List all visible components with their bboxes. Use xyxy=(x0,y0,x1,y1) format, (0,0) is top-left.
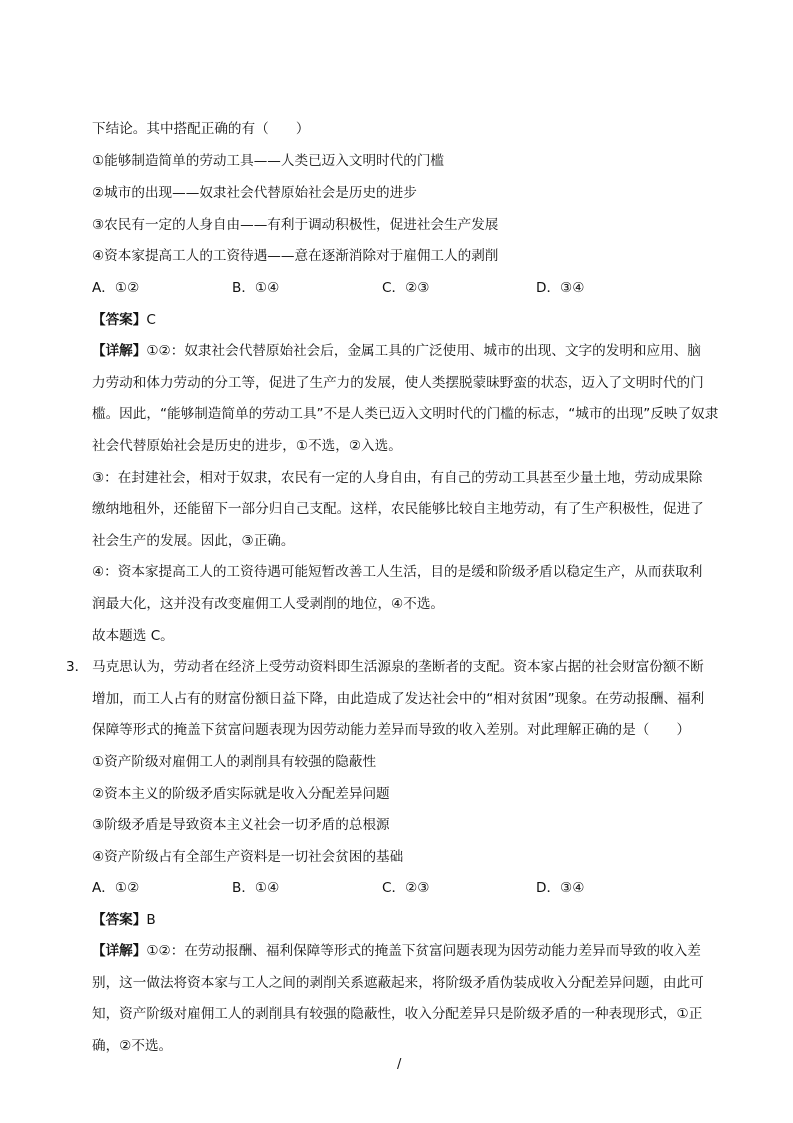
choice-item: ①能够制造简单的劳动工具——人类已迈入文明时代的门槛 xyxy=(92,153,445,169)
option-b: B．①④ xyxy=(232,880,280,896)
analysis-line: ④：资本家提高工人的工资待遇可能短暂改善工人生活，目的是缓和阶级矛盾以稳定生产，从而获取利 xyxy=(92,564,703,580)
choice-item: ④资产阶级占有全部生产资料是一切社会贫困的基础 xyxy=(92,849,404,865)
analysis-line xyxy=(92,942,701,960)
analysis-line: 社会代替原始社会是历史的进步，①不选，②入选。 xyxy=(92,438,402,454)
page-number: / xyxy=(397,1057,402,1072)
analysis-line: 槛。因此，“能够制造简单的劳动工具”不是人类已迈入文明时代的门槛的标志，“城市的出现”反映了奴隶 xyxy=(92,406,719,422)
analysis-text: ①②：奴隶社会代替原始社会后，金属工具的广泛使用、城市的出现、文字的发明和应用、脑 xyxy=(146,343,701,359)
option-a: A．①② xyxy=(92,880,140,896)
analysis-line xyxy=(92,342,701,360)
answer-options xyxy=(92,279,692,297)
option-d: D．③④ xyxy=(536,880,585,896)
analysis-text: ①②：在劳动报酬、福利保障等形式的掩盖下贫富问题表现为因劳动能力差异而导致的收入差 xyxy=(146,943,701,959)
question-stem: 保障等形式的掩盖下贫富问题表现为因劳动能力差异而导致的收入差别。对此理解正确的是（ ） xyxy=(92,722,691,738)
answer-line xyxy=(92,311,156,329)
analysis-line: 知，资产阶级对雇佣工人的剥削具有较强的隐蔽性，收入分配差异只是阶级矛盾的一种表现形式，①正 xyxy=(92,1006,703,1022)
analysis-line: 缴纳地租外，还能留下一部分归自己支配。这样，农民能够比较自主地劳动，有了生产积极性，促进了 xyxy=(92,501,704,517)
choice-item: ①资产阶级对雇佣工人的剥削具有较强的隐蔽性 xyxy=(92,754,377,770)
answer-tag: 【答案】 xyxy=(92,312,147,328)
analysis-line: 社会生产的发展。因此，③正确。 xyxy=(92,533,295,549)
answer-line xyxy=(92,911,156,929)
question-number: 3． xyxy=(66,659,89,675)
analysis-line: 润最大化，这并没有改变雇佣工人受剥削的地位，④不选。 xyxy=(92,596,445,612)
choice-item: ②城市的出现——奴隶社会代替原始社会是历史的进步 xyxy=(92,185,417,201)
question-stem: 马克思认为，劳动者在经济上受劳动资料即生活源泉的垄断者的支配。资本家占据的社会财富份额不断 xyxy=(92,659,704,675)
choice-item: ③阶级矛盾是导致资本主义社会一切矛盾的总根源 xyxy=(92,817,390,833)
analysis-tag: 【详解】 xyxy=(92,343,147,359)
analysis-conclusion: 故本题选 C。 xyxy=(92,628,174,644)
choice-item: ③农民有一定的人身自由——有利于调动积极性，促进社会生产发展 xyxy=(92,217,499,233)
analysis-line: 力劳动和体力劳动的分工等，促进了生产力的发展，使人类摆脱蒙昧野蛮的状态，迈入了文明时代的门 xyxy=(92,375,704,391)
choice-item: ④资本家提高工人的工资待遇——意在逐渐消除对于雇佣工人的剥削 xyxy=(92,248,499,264)
analysis-line: 确，②不选。 xyxy=(92,1038,173,1054)
option-d: D．③④ xyxy=(536,280,585,296)
analysis-line: 别，这一做法将资本家与工人之间的剥削关系遮蔽起来，将阶级矛盾伪装成收入分配差异问题，由此可 xyxy=(92,975,704,991)
answer-tag: 【答案】 xyxy=(92,912,147,928)
option-c: C．②③ xyxy=(382,280,430,296)
option-a: A．①② xyxy=(92,280,140,296)
option-b: B．①④ xyxy=(232,280,280,296)
analysis-tag: 【详解】 xyxy=(92,943,147,959)
answer-value: B xyxy=(146,912,156,928)
answer-options xyxy=(92,879,692,897)
option-c: C．②③ xyxy=(382,880,430,896)
question-stem: 增加，而工人占有的财富份额日益下降，由此造成了发达社会中的“相对贫困”现象。在劳动报酬、福利 xyxy=(92,691,705,707)
choice-item: ②资本主义的阶级矛盾实际就是收入分配差异问题 xyxy=(92,786,390,802)
answer-value: C xyxy=(146,312,156,328)
question-stem-tail: 下结论。其中搭配正确的有（ ） xyxy=(92,121,310,137)
analysis-line: ③：在封建社会，相对于奴隶，农民有一定的人身自由，有自己的劳动工具甚至少量土地，劳动成果除 xyxy=(92,470,703,486)
